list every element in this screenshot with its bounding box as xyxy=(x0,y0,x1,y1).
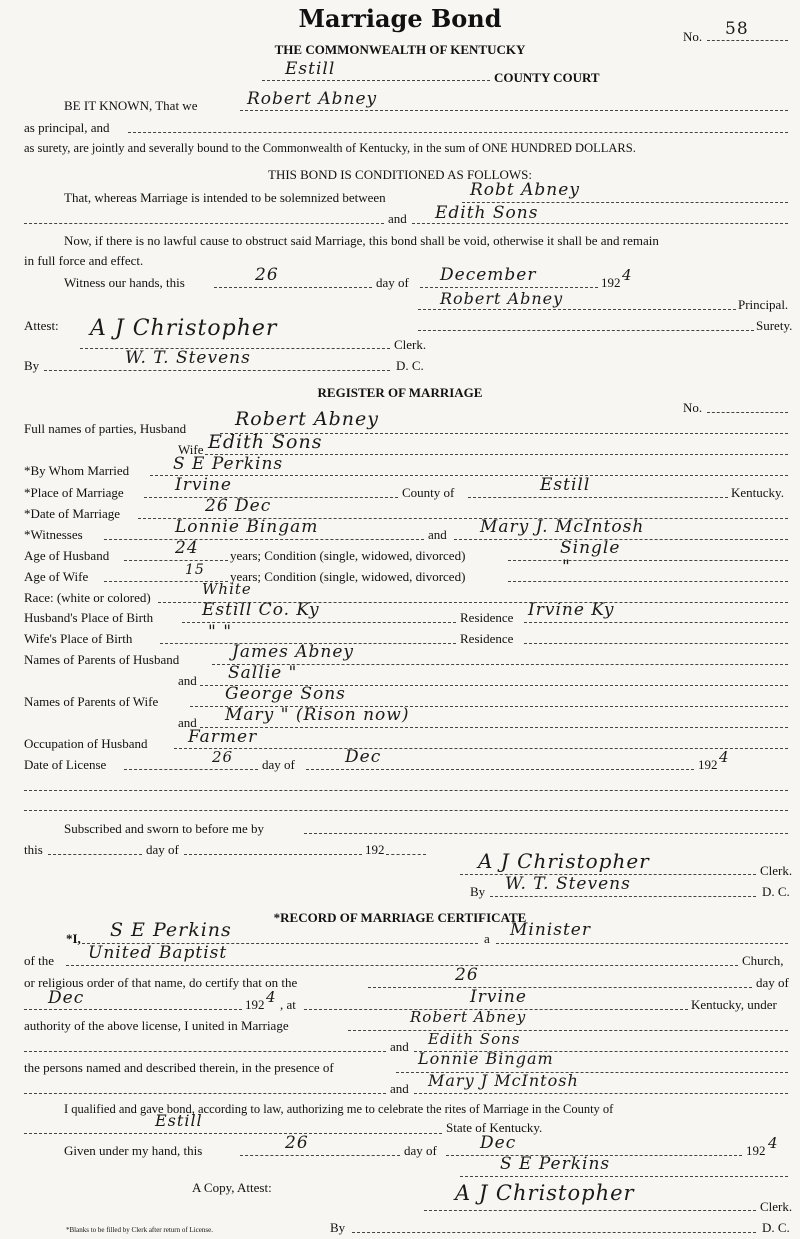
condition-husband-line xyxy=(508,560,788,561)
by-whom-line xyxy=(150,475,788,476)
church-label: Church, xyxy=(742,953,784,968)
blank-line-5 xyxy=(24,1093,386,1094)
license-month-line xyxy=(306,769,694,770)
cert-county: Estill xyxy=(155,1111,203,1130)
cert-witness-2-line xyxy=(414,1093,788,1094)
dc-label-2: D. C. xyxy=(762,884,790,899)
bond-month: December xyxy=(440,265,537,285)
given-under-label: Given under my hand, this xyxy=(64,1143,203,1158)
cert-title-value: Minister xyxy=(510,920,591,940)
church-line xyxy=(66,965,738,966)
day-of-label-3: day of xyxy=(146,842,179,857)
year-prefix-4: 192 xyxy=(245,997,265,1012)
given-month: Dec xyxy=(480,1133,517,1153)
surety-line xyxy=(128,132,788,133)
whereas-text: That, whereas Marriage is intended to be solemnized between xyxy=(64,190,386,205)
dc-label-3: D. C. xyxy=(762,1220,790,1235)
county-line xyxy=(262,80,490,81)
wife-birthplace-label: Wife's Place of Birth xyxy=(24,631,133,646)
be-it-known-label: BE IT KNOWN, That we xyxy=(64,98,198,113)
bond-day: 26 xyxy=(255,265,279,285)
cert-witness-2: Mary J McIntosh xyxy=(428,1071,579,1090)
principal-signature: Robert Abney xyxy=(440,289,564,308)
year-prefix-2: 192 xyxy=(698,757,718,772)
date-of-marriage-label: *Date of Marriage xyxy=(24,506,121,521)
husband-name: Robert Abney xyxy=(235,408,380,430)
cert-officiant: S E Perkins xyxy=(110,919,232,941)
principal-line xyxy=(240,110,788,111)
and-label-1: and xyxy=(388,211,407,226)
husband-birthplace-value: Estill Co. Ky xyxy=(202,600,320,620)
wife-residence-line xyxy=(524,643,788,644)
this-month-line xyxy=(184,854,362,855)
clerk-label-2: Clerk. xyxy=(760,863,793,878)
cert-month: Dec xyxy=(48,988,85,1008)
bond-number: 58 xyxy=(725,19,749,39)
and-label-6: and xyxy=(390,1081,409,1096)
deputy-signature-2: W. T. Stevens xyxy=(505,874,631,894)
this-label: this xyxy=(24,842,43,857)
age-husband-line xyxy=(124,560,228,561)
this-year-line xyxy=(386,854,426,855)
wife-father: George Sons xyxy=(225,684,346,704)
cert-day-line xyxy=(368,987,752,988)
by-label-2: By xyxy=(470,884,486,899)
occupation-label: Occupation of Husband xyxy=(24,736,148,751)
condition-label-2: years; Condition (single, widowed, divorced) xyxy=(230,569,466,584)
witnesses-label: *Witnesses xyxy=(24,527,83,542)
blank-line-3 xyxy=(24,810,788,811)
dc-label-1: D. C. xyxy=(396,358,424,373)
kentucky-label-1: Kentucky. xyxy=(731,485,784,500)
by-label-3: By xyxy=(330,1220,346,1235)
place-value: Irvine xyxy=(175,475,232,495)
year-prefix-3: 192 xyxy=(365,842,385,857)
county-name: Estill xyxy=(285,59,336,79)
age-wife-label: Age of Wife xyxy=(24,569,89,584)
full-names-label: Full names of parties, Husband xyxy=(24,421,187,436)
husband-residence-line xyxy=(524,622,788,623)
groom-short: Robt Abney xyxy=(470,180,580,200)
witness-2-line xyxy=(454,539,788,540)
now-if-text-1: Now, if there is no lawful cause to obstruct said Marriage, this bond shall be void, otherwise it shall be and remain xyxy=(64,233,659,248)
this-day-line xyxy=(48,854,142,855)
attest-label: Attest: xyxy=(24,318,59,333)
footnote: *Blanks to be filled by Clerk after return of License. xyxy=(66,1226,213,1234)
wife-mother-line xyxy=(200,727,788,728)
date-license-label: Date of License xyxy=(24,757,107,772)
day-of-label-1: day of xyxy=(376,275,409,290)
authority-label: authority of the above license, I united in Marriage xyxy=(24,1018,289,1033)
and-label-2: and xyxy=(428,527,447,542)
persons-named-label: the persons named and described therein, in the presence of xyxy=(24,1060,334,1075)
kentucky-under-label: Kentucky, under xyxy=(691,997,777,1012)
witness-1: Lonnie Bingam xyxy=(175,517,319,537)
cert-day: 26 xyxy=(455,965,479,985)
bond-month-line xyxy=(420,287,598,288)
clerk-label-3: Clerk. xyxy=(760,1199,793,1214)
witness-1-line xyxy=(104,539,424,540)
by-label-1: By xyxy=(24,358,40,373)
by-line-3 xyxy=(352,1232,756,1233)
and-label-4: and xyxy=(178,715,197,730)
day-of-label-4: day of xyxy=(756,975,789,990)
minister-signature: S E Perkins xyxy=(500,1154,611,1174)
license-day-line xyxy=(124,769,258,770)
husband-birthplace-label: Husband's Place of Birth xyxy=(24,610,154,625)
county-of-label: County of xyxy=(402,485,455,500)
cert-a-label: a xyxy=(484,931,490,946)
cert-witness-1: Lonnie Bingam xyxy=(418,1049,554,1068)
race-label: Race: (white or colored) xyxy=(24,590,151,605)
wife-line xyxy=(205,454,788,455)
wife-name: Edith Sons xyxy=(208,431,323,453)
no-label: No. xyxy=(683,29,703,44)
clerk-label-1: Clerk. xyxy=(394,337,427,352)
occupation-line xyxy=(174,748,788,749)
cert-place: Irvine xyxy=(470,987,527,1007)
year-prefix-5: 192 xyxy=(746,1143,766,1158)
given-year: 4 xyxy=(768,1134,779,1152)
license-month: Dec xyxy=(345,747,382,767)
cert-year: 4 xyxy=(266,988,277,1006)
as-surety-text: as surety, are jointly and severally bound to the Commonwealth of Kentucky, in the sum of ONE HUNDRED DOLLARS. xyxy=(24,141,636,155)
deputy-line-2 xyxy=(490,896,756,897)
residence-label-1: Residence xyxy=(460,610,514,625)
condition-wife-value: " xyxy=(562,557,571,577)
witness-hands-label: Witness our hands, this xyxy=(64,275,185,290)
wife-mother: Mary " (Rison now) xyxy=(225,705,410,725)
document-title: Marriage Bond xyxy=(298,4,502,33)
parents-husband-label: Names of Parents of Husband xyxy=(24,652,180,667)
copy-clerk-line xyxy=(424,1210,756,1211)
register-no-line xyxy=(707,412,788,413)
date-of-marriage-value: 26 Dec xyxy=(205,496,272,516)
bond-day-line xyxy=(214,287,372,288)
condition-wife-line xyxy=(508,581,788,582)
and-label-5: and xyxy=(390,1039,409,1054)
as-principal-label: as principal, and xyxy=(24,120,110,135)
cert-groom: Robert Abney xyxy=(410,1008,527,1026)
now-if-text-2: in full force and effect. xyxy=(24,253,144,268)
county-court-label: COUNTY COURT xyxy=(494,70,600,85)
blank-line-4 xyxy=(24,1051,386,1052)
county-of-line xyxy=(468,497,728,498)
cert-bride: Edith Sons xyxy=(428,1030,521,1048)
age-husband-label: Age of Husband xyxy=(24,548,110,563)
husband-father: James Abney xyxy=(232,642,355,662)
cert-title-line xyxy=(496,943,788,944)
age-husband-value: 24 xyxy=(175,538,199,558)
copy-clerk-signature: A J Christopher xyxy=(455,1181,635,1205)
day-of-label-5: day of xyxy=(404,1143,437,1158)
deputy-signature: W. T. Stevens xyxy=(125,348,251,368)
register-heading: REGISTER OF MARRIAGE xyxy=(317,385,483,400)
qualified-text: I qualified and gave bond, according to law, authorizing me to celebrate the rites of Marriage in the County of xyxy=(64,1102,614,1116)
clerk-signature: A J Christopher xyxy=(90,316,278,341)
age-wife-value: 15 xyxy=(185,562,205,578)
minister-signature-line xyxy=(460,1176,788,1177)
residence-label-2: Residence xyxy=(460,631,514,646)
cert-month-line xyxy=(24,1009,242,1010)
deputy-line xyxy=(44,370,390,371)
day-of-label-2: day of xyxy=(262,757,295,772)
husband-father-line xyxy=(212,664,788,665)
at-label: , at xyxy=(280,997,296,1012)
conditioned-heading: THIS BOND IS CONDITIONED AS FOLLOWS: xyxy=(268,167,532,182)
principal-label: Principal. xyxy=(738,297,789,312)
officiant-name: S E Perkins xyxy=(173,454,284,474)
wife-birthplace-value: " " xyxy=(208,622,233,642)
place-label: *Place of Marriage xyxy=(24,485,124,500)
cert-i-label: *I, xyxy=(66,931,81,946)
condition-husband-value: Single xyxy=(560,538,621,558)
bride-line xyxy=(412,223,788,224)
bride-name: Edith Sons xyxy=(435,203,539,223)
principal-signature-line xyxy=(418,309,736,310)
church-name: United Baptist xyxy=(88,943,228,963)
surety-signature-line xyxy=(418,330,754,331)
religious-order-label: or religious order of that name, do certify that on the xyxy=(24,975,298,990)
given-day: 26 xyxy=(285,1133,309,1153)
witness-2: Mary J. McIntosh xyxy=(480,517,645,537)
license-year: 4 xyxy=(719,748,730,766)
state-kentucky-label: State of Kentucky. xyxy=(446,1120,543,1135)
license-day: 26 xyxy=(212,748,234,766)
bond-year: 4 xyxy=(622,266,633,284)
register-no-label: No. xyxy=(683,400,703,415)
husband-residence-value: Irvine Ky xyxy=(528,600,615,620)
and-label-3: and xyxy=(178,673,197,688)
cert-county-line xyxy=(24,1133,442,1134)
clerk-signature-2: A J Christopher xyxy=(478,849,650,873)
county-of-value: Estill xyxy=(540,475,591,495)
cert-groom-line xyxy=(348,1030,788,1031)
race-value: White xyxy=(202,580,252,598)
principal-name: Robert Abney xyxy=(247,89,378,109)
of-the-label: of the xyxy=(24,953,54,968)
subscribed-line xyxy=(304,833,788,834)
certificate-heading: *RECORD OF MARRIAGE CERTIFICATE xyxy=(273,910,527,925)
blank-line-1 xyxy=(24,223,384,224)
commonwealth-heading: THE COMMONWEALTH OF KENTUCKY xyxy=(274,42,526,57)
by-whom-label: *By Whom Married xyxy=(24,463,130,478)
wife-label: Wife xyxy=(178,442,204,457)
husband-mother: Sallie " xyxy=(228,663,298,683)
copy-attest-label: A Copy, Attest: xyxy=(192,1180,272,1195)
surety-label: Surety. xyxy=(756,318,793,333)
parents-wife-label: Names of Parents of Wife xyxy=(24,694,159,709)
number-line xyxy=(707,40,788,41)
year-prefix-1: 192 xyxy=(601,275,621,290)
occupation-value: Farmer xyxy=(188,727,258,747)
subscribed-label: Subscribed and sworn to before me by xyxy=(64,821,265,836)
given-day-line xyxy=(240,1155,400,1156)
condition-label-1: years; Condition (single, widowed, divorced) xyxy=(230,548,466,563)
blank-line-2 xyxy=(24,790,788,791)
